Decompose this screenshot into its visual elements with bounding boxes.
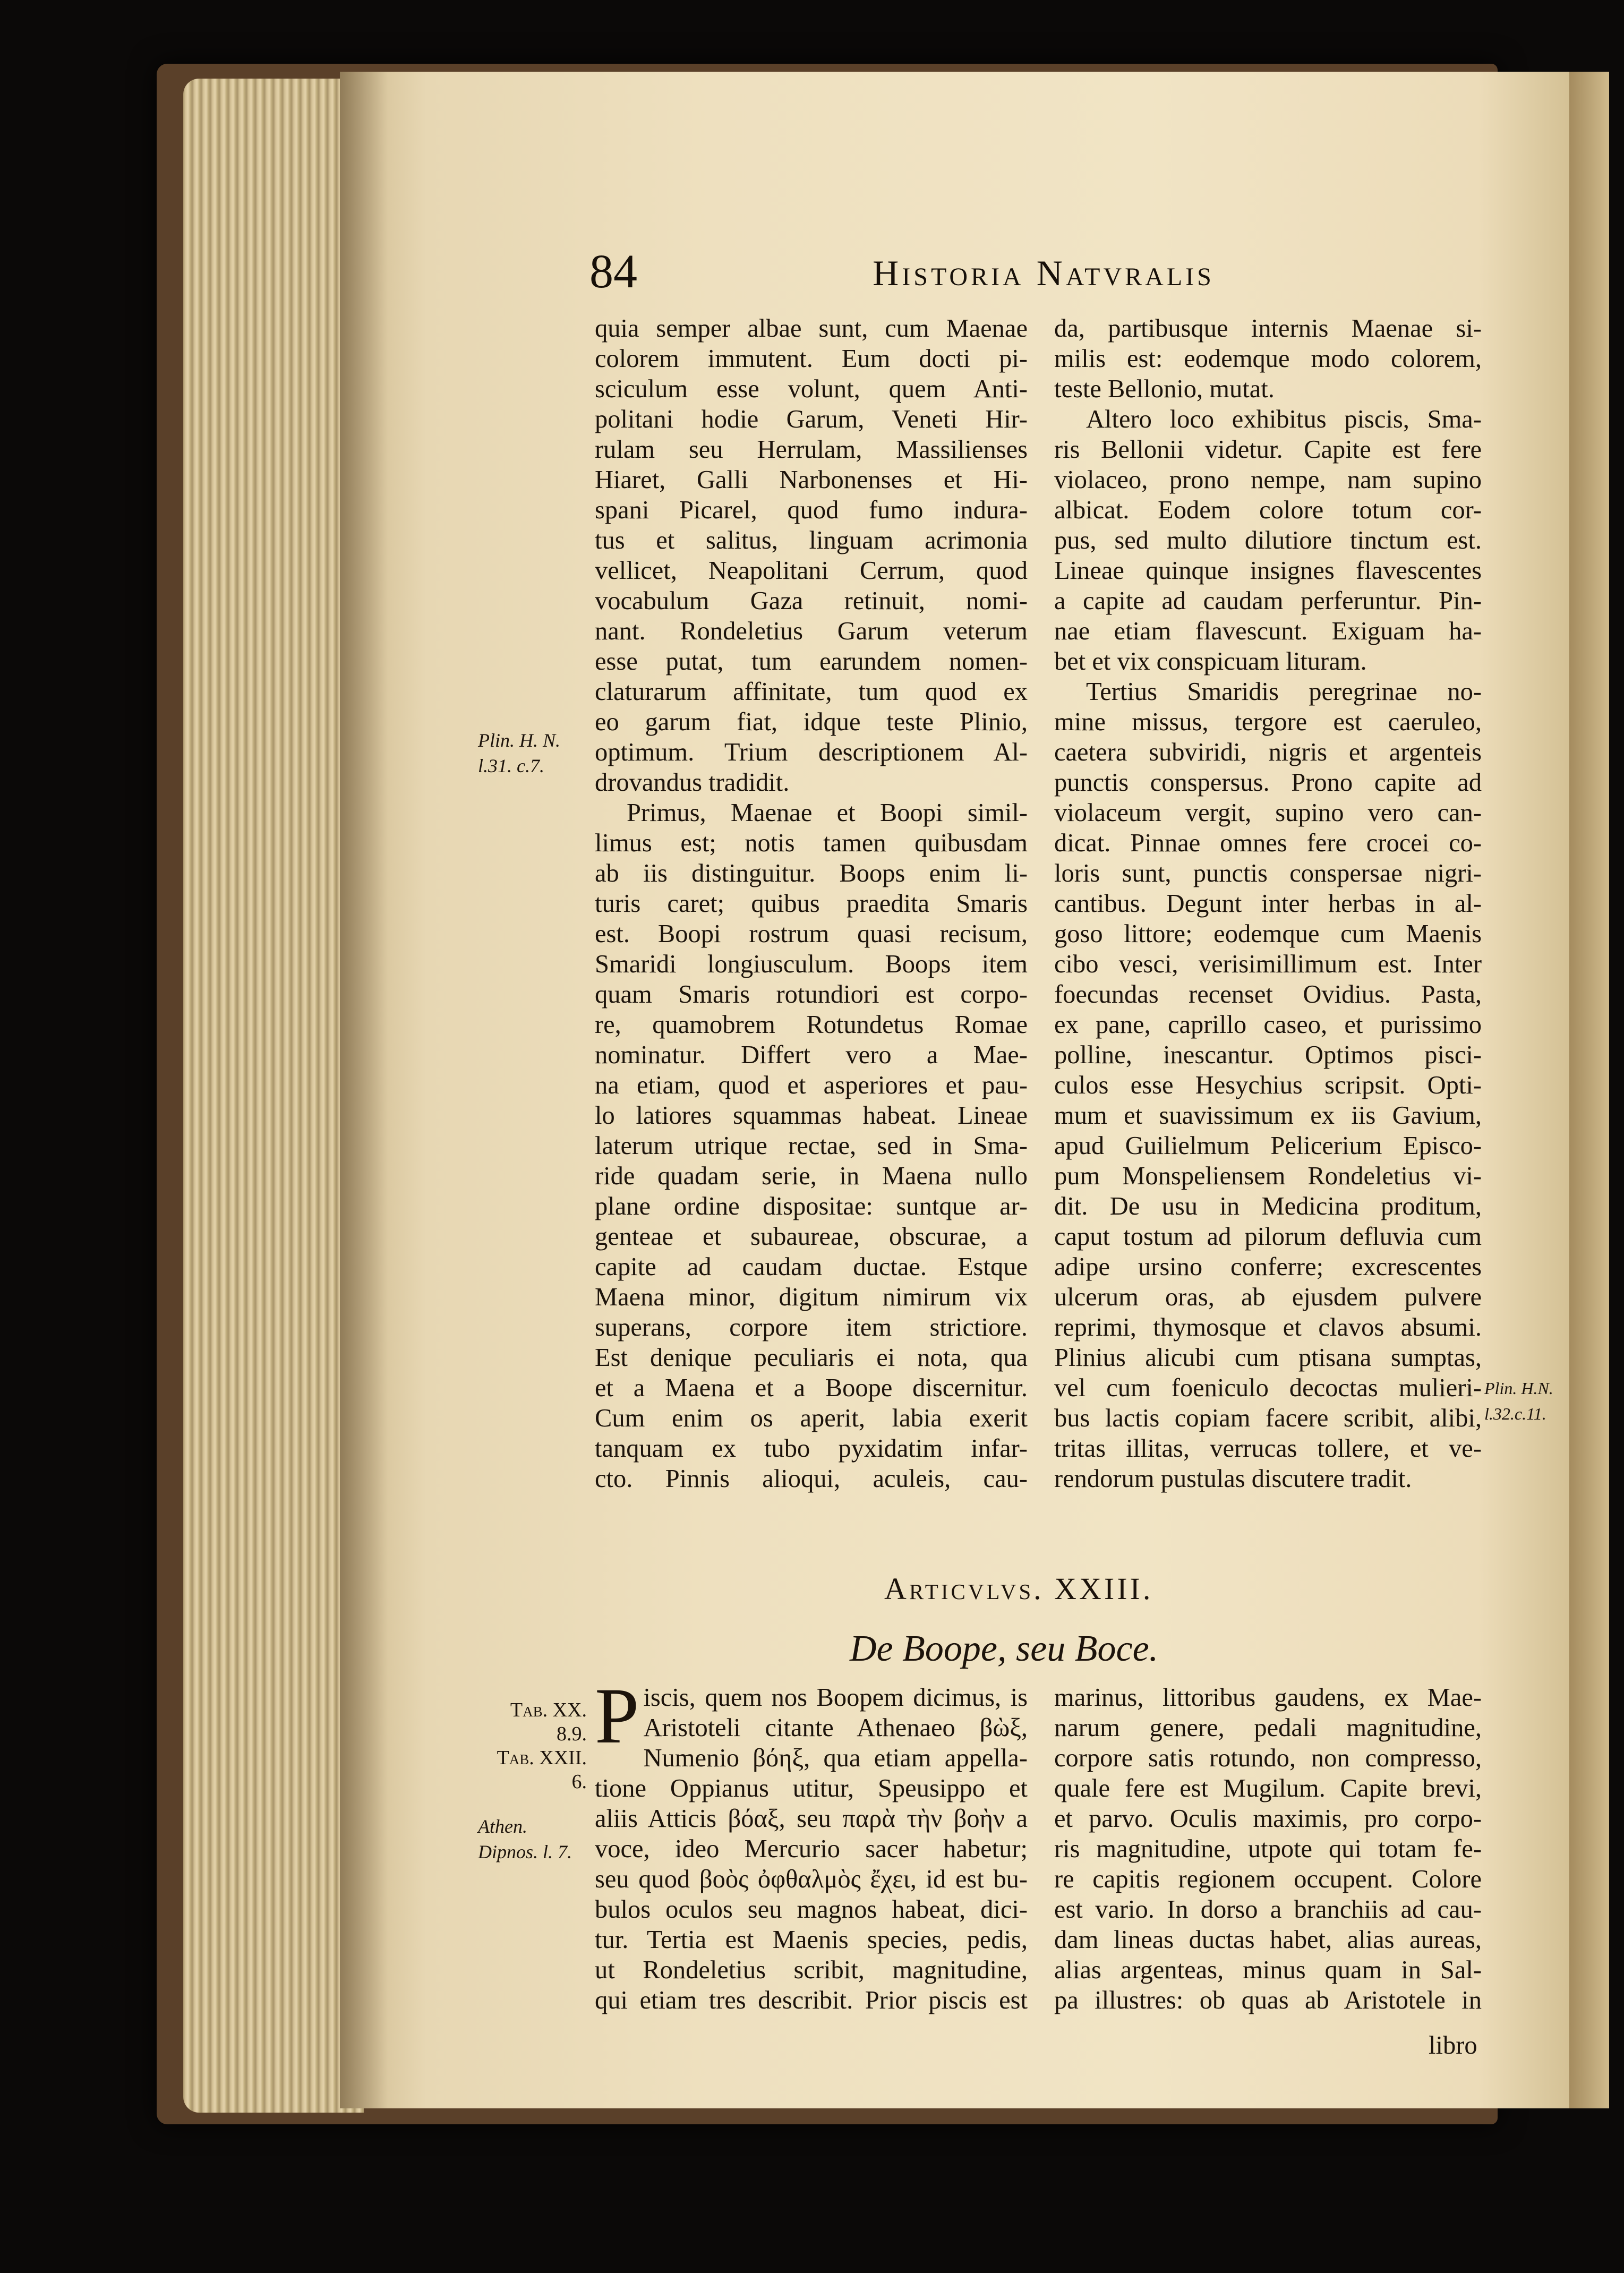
text-line: teste Bellonio, mutat.: [1054, 375, 1275, 403]
text-line: rulam seu Herrulam, Massilienses: [595, 435, 1028, 464]
text-line: milis est: eodemque modo colorem,: [1054, 345, 1482, 373]
text-line: Primus, Maenae et Boopi simil-: [627, 799, 1028, 827]
margin-note-plin-right: Plin. H.N. l.32.c.11.: [1484, 1379, 1553, 1423]
text-line: esse putat, tum earundem nomen-: [595, 647, 1028, 676]
text-line: bus lactis copiam facere scribit, alibi,: [1054, 1404, 1482, 1432]
text-line: punctis conspersus. Prono capite ad: [1054, 768, 1482, 797]
text-line: ris Bellonii videtur. Capite est fere: [1054, 435, 1482, 464]
text-line: limus est; notis tamen quibusdam: [595, 829, 1028, 857]
text-line: goso littore; eodemque cum Maenis: [1054, 920, 1482, 948]
text-line: sciculum esse volunt, quem Anti-: [595, 375, 1028, 403]
text-line: Lineae quinque insignes flavescentes: [1054, 557, 1482, 585]
text-line: quam Smaris rotundiori est corpo-: [595, 980, 1028, 1009]
text-line: corpore satis rotundo, non compresso,: [1054, 1744, 1482, 1772]
text-line: ut Rondeletius scribit, magnitudine,: [595, 1956, 1028, 1984]
facing-page-edge: [1569, 72, 1609, 2108]
text-line: vellicet, Neapolitani Cerrum, quod: [595, 557, 1028, 585]
text-line: quia semper albae sunt, cum Maenae: [595, 314, 1028, 343]
left-column-article: [595, 1672, 1028, 2015]
text-line: da, partibusque internis Maenae si-: [1054, 314, 1482, 343]
text-line: nae etiam flavescunt. Exiguam ha-: [1054, 617, 1482, 645]
text-line: loris sunt, punctis conspersae nigri-: [1054, 859, 1482, 887]
article-heading: Articvlvs. XXIII.: [884, 1571, 1153, 1606]
text-line: pus, sed multo dilutiore tinctum est.: [1054, 526, 1482, 554]
text-line: et a Maena et a Boope discernitur.: [595, 1374, 1028, 1402]
text-line: cto. Pinnis alioqui, aculeis, cau-: [595, 1465, 1028, 1493]
text-line: aliis Atticis βόαξ, seu παρὰ τὴν βοὴν a: [595, 1805, 1028, 1833]
text-line: nominatur. Differt vero a Mae-: [595, 1041, 1028, 1069]
text-line: dam lineas ductas habet, alias aureas,: [1054, 1926, 1482, 1954]
text-line: reprimi, thymosque et clavos absumi.: [1054, 1313, 1482, 1341]
text-line: nant. Rondeletius Garum veterum: [595, 617, 1028, 645]
text-line: seu quod βοὸς ὀφθαλμὸς ἔχει, id est bu-: [595, 1865, 1028, 1893]
text-line: ride quadam serie, in Maena nullo: [595, 1162, 1028, 1190]
margin-note-tab-1: Tab. XX. 8.9.: [510, 1699, 587, 1745]
text-line: tritas illitas, verrucas tollere, et ve-: [1054, 1434, 1482, 1463]
text-line: claturarum affinitate, tum quod ex: [595, 678, 1028, 706]
text-line: marinus, littoribus gaudens, ex Mae-: [1054, 1684, 1482, 1712]
text-line: bulos oculos seu magnos habeat, dici-: [595, 1895, 1028, 1924]
text-line: capite ad caudam ductae. Estque: [595, 1253, 1028, 1281]
text-line: mine missus, tergore est caeruleo,: [1054, 708, 1482, 736]
margin-note-plin-left: Plin. H. N. l.31. c.7.: [478, 730, 561, 776]
text-line: lo latiores squammas habeat. Lineae: [595, 1101, 1028, 1130]
text-line: adipe ursino conferre; excrescentes: [1054, 1253, 1482, 1281]
text-line: ex pane, caprillo caseo, et purissimo: [1054, 1011, 1482, 1039]
drop-cap: P: [595, 1672, 639, 1760]
text-line: tione Oppianus utitur, Speusippo et: [595, 1774, 1028, 1802]
text-line: est. Boopi rostrum quasi recisum,: [595, 920, 1028, 948]
right-column: [1054, 313, 1482, 1494]
text-line: optimum. Trium descriptionem Al-: [595, 738, 1028, 766]
text-line: Aristoteli citante Athenaeo βὼξ,: [643, 1714, 1028, 1742]
text-line: Tertius Smaridis peregrinae no-: [1086, 678, 1482, 706]
text-line: et parvo. Oculis maximis, pro corpo-: [1054, 1805, 1482, 1833]
text-line: culos esse Hesychius scripsit. Opti-: [1054, 1071, 1482, 1099]
text-line: na etiam, quod et asperiores et pau-: [595, 1071, 1028, 1099]
text-line: Altero loco exhibitus piscis, Sma-: [1086, 405, 1482, 433]
text-line: tanquam ex tubo pyxidatim infar-: [595, 1434, 1028, 1463]
text-line: Plinius alicubi cum ptisana sumptas,: [1054, 1344, 1482, 1372]
text-line: eo garum fiat, idque teste Plinio,: [595, 708, 1028, 736]
text-line: caetera subviridi, nigris et argenteis: [1054, 738, 1482, 766]
text-line: Smaridi longiusculum. Boops item: [595, 950, 1028, 978]
text-line: polline, inescantur. Optimos pisci-: [1054, 1041, 1482, 1069]
page-number: 84: [589, 245, 637, 298]
text-line: a capite ad caudam perferuntur. Pin-: [1054, 587, 1482, 615]
text-line: drovandus tradidit.: [595, 768, 790, 797]
text-line: rendorum pustulas discutere tradit.: [1054, 1465, 1412, 1493]
text-line: dicat. Pinnae omnes fere crocei co-: [1054, 829, 1482, 857]
text-line: ulcerum oras, ab ejusdem pulvere: [1054, 1283, 1482, 1311]
margin-note-athen: Athen. Dipnos. l. 7.: [478, 1816, 572, 1862]
text-line: caput tostum ad pilorum defluvia cum: [1054, 1223, 1482, 1251]
gutter-shadow: [340, 72, 388, 2108]
text-line: tus et salitus, linguam acrimonia: [595, 526, 1028, 554]
text-line: Est denique peculiaris ei nota, qua: [595, 1344, 1028, 1372]
text-line: Cum enim os aperit, labia exerit: [595, 1404, 1028, 1432]
text-line: iscis, quem nos Boopem dicimus, is: [643, 1684, 1028, 1712]
text-line: est vario. In dorso a branchiis ad cau-: [1054, 1895, 1482, 1924]
catchword: libro: [1429, 2031, 1477, 2060]
text-line: dit. De usu in Medicina proditum,: [1054, 1192, 1482, 1220]
text-line: tur. Tertia est Maenis species, pedis,: [595, 1926, 1028, 1954]
text-line: albicat. Eodem colore totum cor-: [1054, 496, 1482, 524]
text-line: ab iis distinguitur. Boops enim li-: [595, 859, 1028, 887]
text-line: superans, corpore item strictiore.: [595, 1313, 1028, 1341]
text-line: narum genere, pedali magnitudine,: [1054, 1714, 1482, 1742]
text-line: Numenio βόηξ, qua etiam appella-: [643, 1744, 1028, 1772]
text-line: turis caret; quibus praedita Smaris: [595, 890, 1028, 918]
text-line: alias argenteas, minus quam in Sal-: [1054, 1956, 1482, 1984]
text-line: bet et vix conspicuam lituram.: [1054, 647, 1367, 676]
text-line: spani Picarel, quod fumo indura-: [595, 496, 1028, 524]
page-edges: [183, 79, 364, 2113]
text-line: violaceo, prono nempe, nam supino: [1054, 466, 1482, 494]
text-line: Hiaret, Galli Narbonenses et Hi-: [595, 466, 1028, 494]
text-line: voce, ideo Mercurio sacer habetur;: [595, 1835, 1028, 1863]
running-title: Historia Natvralis: [873, 253, 1215, 293]
text-line: vocabulum Gaza retinuit, nomi-: [595, 587, 1028, 615]
text-line: mum et suavissimum ex iis Gavium,: [1054, 1101, 1482, 1130]
text-line: quale fere est Mugilum. Capite brevi,: [1054, 1774, 1482, 1802]
text-line: genteae et subaureae, obscurae, a: [595, 1223, 1028, 1251]
text-line: pum Monspeliensem Rondeletius vi-: [1054, 1162, 1482, 1190]
text-line: ris magnitudine, utpote qui totam fe-: [1054, 1835, 1482, 1863]
text-line: pa illustres: ob quas ab Aristotele in: [1054, 1986, 1482, 2014]
text-line: apud Guilielmum Pelicerium Episco-: [1054, 1132, 1482, 1160]
text-line: violaceum vergit, supino vero can-: [1054, 799, 1482, 827]
article-subtitle: De Boope, seu Boce.: [850, 1628, 1159, 1669]
text-line: plane ordine dispositae: suntque ar-: [595, 1192, 1028, 1220]
right-column-article: [1054, 1682, 1482, 2015]
text-line: politani hodie Garum, Veneti Hir-: [595, 405, 1028, 433]
text-line: re capitis regionem occupent. Colore: [1054, 1865, 1482, 1893]
text-line: qui etiam tres describit. Prior piscis est: [595, 1986, 1028, 2014]
text-line: vel cum foeniculo decoctas mulieri-: [1054, 1374, 1482, 1402]
text-line: colorem immutent. Eum docti pi-: [595, 345, 1028, 373]
text-line: re, quamobrem Rotundetus Romae: [595, 1011, 1028, 1039]
text-line: Maena minor, digitum nimirum vix: [595, 1283, 1028, 1311]
text-line: cibo vesci, verisimillimum est. Inter: [1054, 950, 1482, 978]
left-column: [595, 313, 1028, 1494]
text-line: laterum utrique rectae, sed in Sma-: [595, 1132, 1028, 1160]
text-line: cantibus. Degunt inter herbas in al-: [1054, 890, 1482, 918]
margin-note-tab-2: Tab. XXII. 6.: [497, 1747, 587, 1793]
text-line: foecundas recenset Ovidius. Pasta,: [1054, 980, 1482, 1009]
